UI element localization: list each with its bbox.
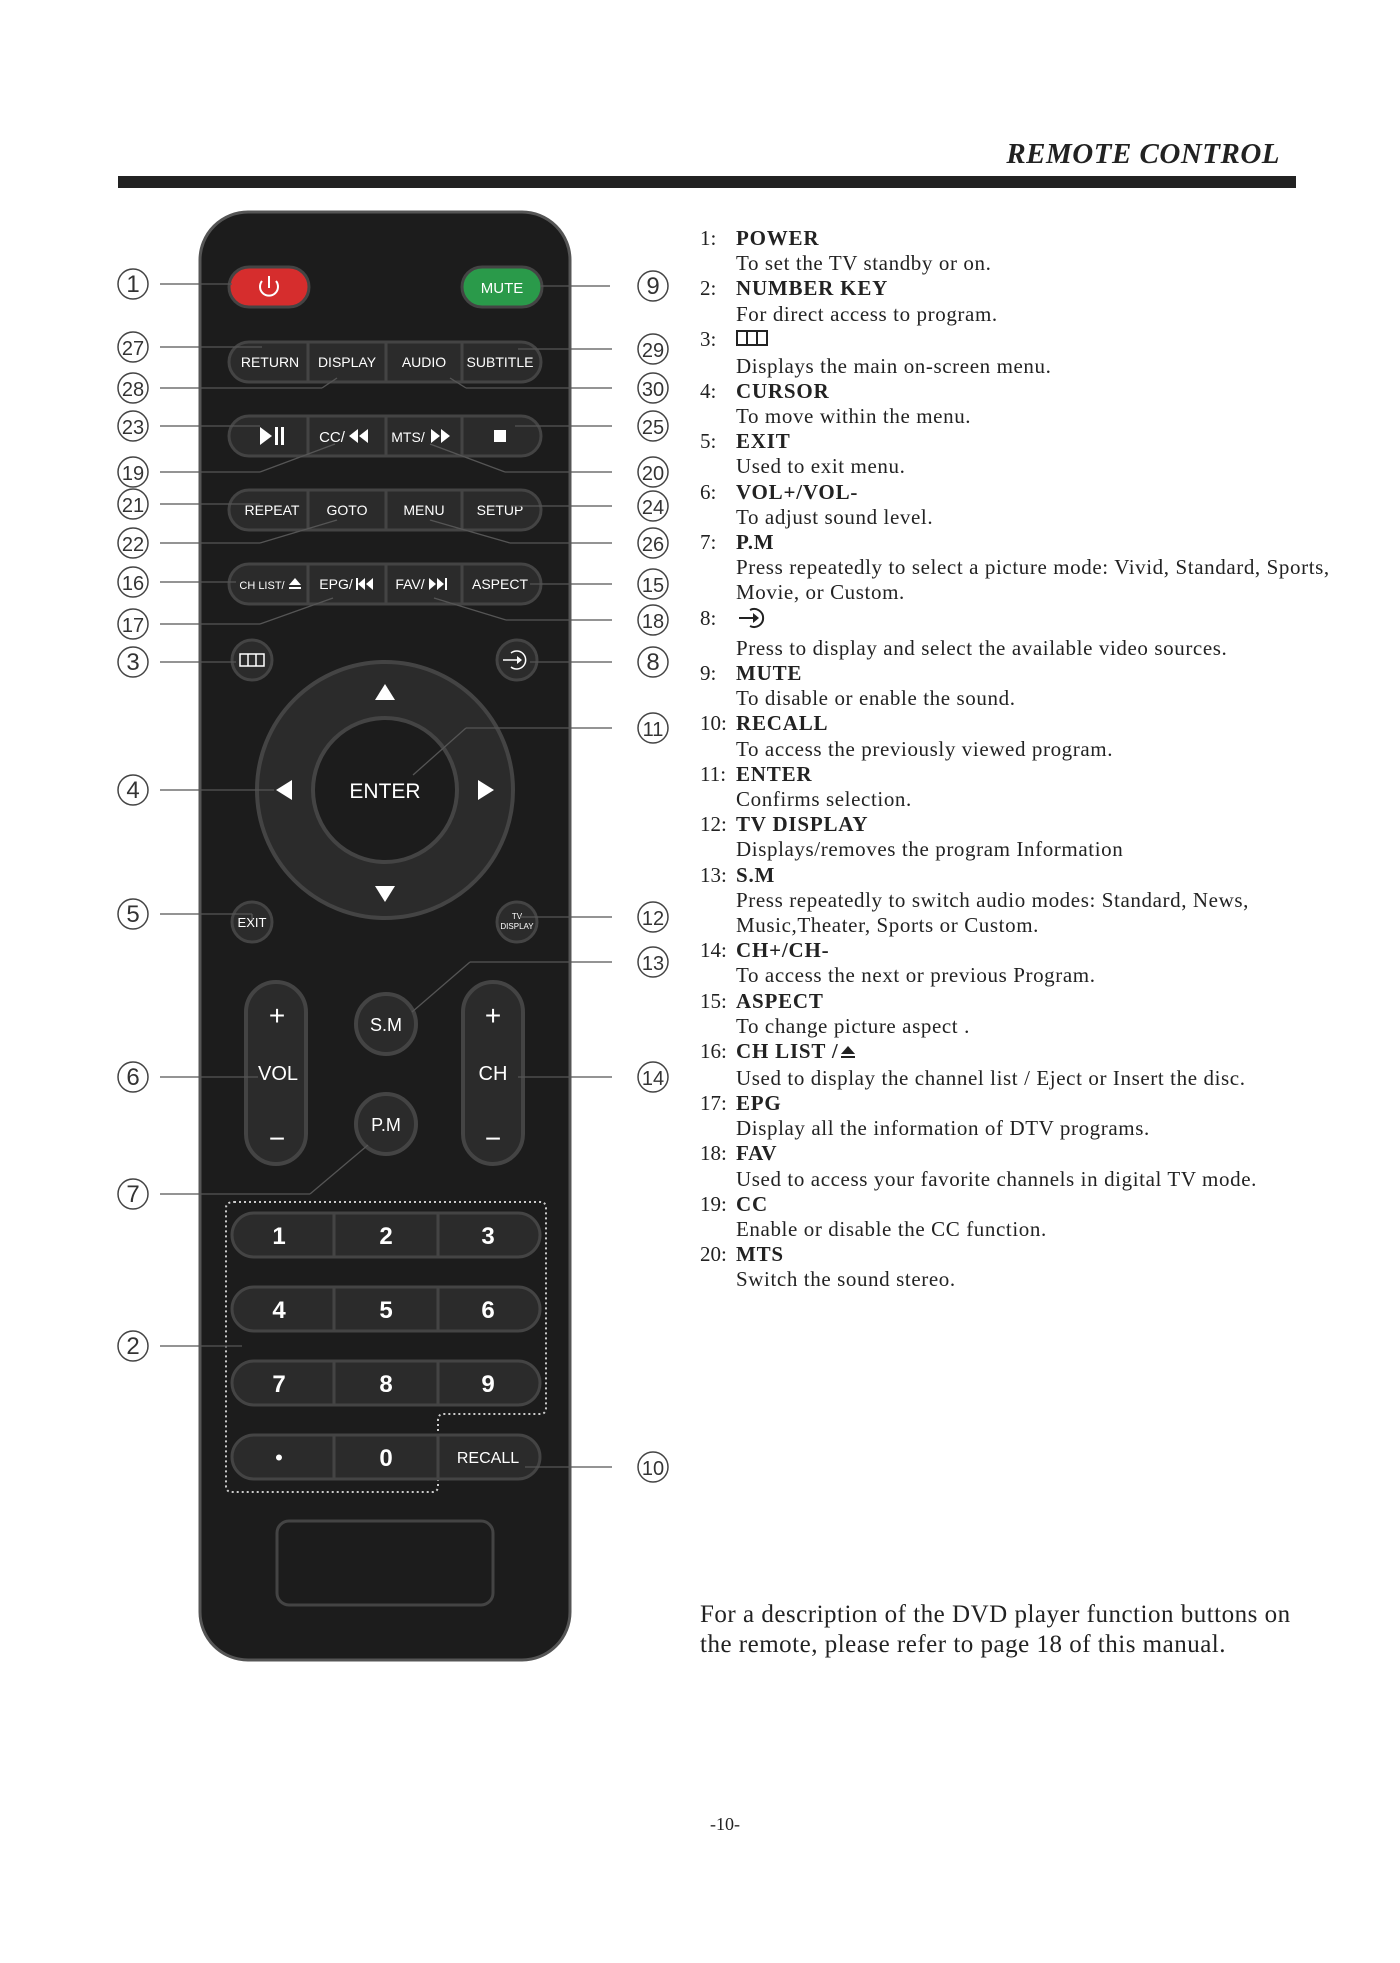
callout-10 xyxy=(638,1452,668,1482)
description-item xyxy=(700,863,1340,939)
callout-27 xyxy=(118,332,148,362)
mts-forward-button[interactable] xyxy=(391,429,450,445)
mts-label: MTS/ xyxy=(391,429,425,445)
description-key-name xyxy=(736,1141,1340,1166)
ch-minus[interactable]: − xyxy=(484,1123,502,1154)
callout-18 xyxy=(638,605,668,635)
cc-label: CC/ xyxy=(319,429,345,446)
callout-5 xyxy=(118,899,148,929)
callout-7 xyxy=(118,1179,148,1209)
description-key-label: VOL+/VOL- xyxy=(736,479,859,504)
description-text: Press to display and select the available video sources. xyxy=(736,635,1228,660)
description-key-label: RECALL xyxy=(736,711,829,736)
callout-11 xyxy=(638,713,668,743)
dot-button[interactable]: • xyxy=(275,1445,283,1470)
description-key-label: TV DISPLAY xyxy=(736,812,869,837)
description-key-name xyxy=(736,379,1340,404)
digit-1[interactable]: 1 xyxy=(272,1223,286,1250)
description-number: 20: xyxy=(700,1242,727,1267)
description-text: Displays/removes the program Information xyxy=(736,837,1124,862)
tv-label: TV xyxy=(511,912,523,921)
exit-label: EXIT xyxy=(237,915,267,930)
description-key-name xyxy=(736,812,1340,837)
description-key-name xyxy=(736,606,1340,636)
callout-20 xyxy=(638,457,668,487)
ch-label: CH xyxy=(478,1063,508,1085)
menu-button[interactable]: MENU xyxy=(403,502,445,518)
svg-text:18: 18 xyxy=(641,611,665,633)
button-descriptions xyxy=(700,226,1340,1293)
callout-16 xyxy=(118,567,148,597)
digit-2[interactable]: 2 xyxy=(379,1223,393,1250)
svg-text:14: 14 xyxy=(641,1068,665,1090)
description-key-label: MTS xyxy=(736,1242,784,1267)
callout-13 xyxy=(638,947,668,977)
svg-text:17: 17 xyxy=(121,615,145,637)
description-key-label: POWER xyxy=(736,226,820,250)
description-key-label: NUMBER KEY xyxy=(736,276,889,301)
description-text: Used to exit menu. xyxy=(736,454,906,479)
vol-minus[interactable]: − xyxy=(268,1123,286,1154)
power-button[interactable] xyxy=(229,267,309,307)
mute-label: MUTE xyxy=(480,280,524,297)
enter-button[interactable]: ENTER xyxy=(349,780,421,803)
description-item xyxy=(700,1141,1340,1191)
callout-8 xyxy=(638,647,668,677)
chlist-label: CH LIST/ xyxy=(239,580,285,592)
description-number: 2: xyxy=(700,276,717,301)
svg-text:2: 2 xyxy=(126,1333,140,1360)
description-key-name xyxy=(736,327,1340,354)
description-text: Confirms selection. xyxy=(736,787,912,812)
subtitle-button[interactable]: SUBTITLE xyxy=(466,354,534,370)
svg-text:26: 26 xyxy=(641,534,665,556)
description-number: 9: xyxy=(700,661,717,686)
svg-text:30: 30 xyxy=(641,379,665,401)
svg-text:16: 16 xyxy=(121,573,145,595)
description-number: 10: xyxy=(700,711,727,736)
vol-label: VOL xyxy=(257,1063,299,1085)
description-item xyxy=(700,812,1340,862)
svg-text:24: 24 xyxy=(641,497,665,519)
description-text: To change picture aspect . xyxy=(736,1013,970,1038)
callouts-left xyxy=(118,269,148,1361)
description-key-name xyxy=(736,226,1340,251)
callout-9 xyxy=(638,271,668,301)
description-number: 13: xyxy=(700,862,727,887)
description-key-name xyxy=(736,762,1340,787)
description-number: 19: xyxy=(700,1191,727,1216)
callout-1 xyxy=(118,269,148,299)
description-item xyxy=(700,429,1340,479)
description-text: Switch the sound stereo. xyxy=(736,1267,956,1292)
digit-9[interactable]: 9 xyxy=(481,1371,495,1398)
description-key-name xyxy=(736,1192,1340,1217)
description-text: Enable or disable the CC function. xyxy=(736,1217,1047,1242)
svg-text:3: 3 xyxy=(126,649,140,676)
skip-prev-icon xyxy=(356,578,358,590)
description-item xyxy=(700,327,1340,379)
description-text: To adjust sound level. xyxy=(736,504,934,529)
display-button[interactable]: DISPLAY xyxy=(317,354,377,370)
callout-23 xyxy=(118,411,148,441)
callout-22 xyxy=(118,528,148,558)
description-item xyxy=(700,1192,1340,1242)
description-item xyxy=(700,606,1340,661)
description-key-name xyxy=(736,480,1340,505)
description-number: 15: xyxy=(700,988,727,1013)
input-source-icon xyxy=(736,606,768,636)
svg-text:11: 11 xyxy=(642,719,664,741)
description-key-name xyxy=(736,276,1340,301)
svg-text:22: 22 xyxy=(121,534,145,556)
description-key-name xyxy=(736,429,1340,454)
svg-text:8: 8 xyxy=(646,649,660,676)
svg-text:23: 23 xyxy=(121,417,145,439)
svg-text:27: 27 xyxy=(121,338,145,360)
volume-rocker[interactable] xyxy=(246,982,306,1164)
description-text: Used to display the channel list / Eject or Insert the disc. xyxy=(736,1065,1246,1090)
menu-grid-icon xyxy=(736,328,770,353)
callouts-right xyxy=(638,271,668,1482)
mute-button[interactable] xyxy=(462,267,542,307)
description-key-name xyxy=(736,938,1340,963)
description-item xyxy=(700,989,1340,1039)
pm-label: P.M xyxy=(371,1115,401,1135)
svg-text:12: 12 xyxy=(641,908,665,930)
callout-4 xyxy=(118,775,148,805)
description-key-name xyxy=(736,661,1340,686)
epg-label: EPG/ xyxy=(319,576,353,592)
recall-button[interactable]: RECALL xyxy=(456,1450,520,1467)
description-key-label: CURSOR xyxy=(736,378,830,403)
svg-text:4: 4 xyxy=(126,777,140,804)
description-key-label: ASPECT xyxy=(736,988,824,1013)
description-key-label: P.M xyxy=(736,530,775,555)
description-text: Used to access your favorite channels in digital TV mode. xyxy=(736,1166,1257,1191)
audio-button[interactable]: AUDIO xyxy=(401,354,447,370)
sm-label: S.M xyxy=(369,1015,403,1035)
svg-text:13: 13 xyxy=(641,953,665,975)
tv-display-button[interactable] xyxy=(497,902,537,942)
eject-icon xyxy=(839,1041,857,1066)
description-number: 11: xyxy=(700,761,727,786)
description-item xyxy=(700,762,1340,812)
description-text: To move within the menu. xyxy=(736,404,972,428)
svg-text:1: 1 xyxy=(126,271,140,298)
goto-button[interactable]: GOTO xyxy=(326,502,368,518)
description-text: To access the next or previous Program. xyxy=(736,963,1096,988)
cursor-dpad[interactable] xyxy=(257,662,513,918)
page-header-title: REMOTE CONTROL xyxy=(1006,138,1280,170)
pm-button[interactable] xyxy=(356,1094,416,1154)
description-text: Displays the main on-screen menu. xyxy=(736,353,1052,378)
callout-21 xyxy=(118,489,148,519)
vol-plus[interactable]: + xyxy=(268,1000,286,1031)
description-key-name xyxy=(736,530,1340,555)
description-item xyxy=(700,530,1340,606)
description-item xyxy=(700,1091,1340,1141)
setup-button[interactable]: SETUP xyxy=(476,502,524,518)
callout-12 xyxy=(638,902,668,932)
description-text: To set the TV standby or on. xyxy=(736,251,992,276)
page-number: -10- xyxy=(710,1814,740,1834)
repeat-button[interactable]: REPEAT xyxy=(244,502,300,518)
svg-text:29: 29 xyxy=(641,340,665,362)
description-key-label: CH LIST / xyxy=(736,1039,839,1064)
description-item xyxy=(700,276,1340,326)
svg-text:7: 7 xyxy=(126,1181,140,1208)
description-number: 16: xyxy=(700,1039,727,1064)
return-button[interactable]: RETURN xyxy=(240,354,300,370)
callout-6 xyxy=(118,1062,148,1092)
svg-text:5: 5 xyxy=(126,901,140,928)
description-number: 1: xyxy=(700,226,717,250)
epg-prev-button[interactable] xyxy=(319,576,373,592)
description-text: For direct access to program. xyxy=(736,301,998,326)
description-item xyxy=(700,938,1340,988)
sm-button[interactable] xyxy=(356,994,416,1054)
svg-text:20: 20 xyxy=(641,463,665,485)
channel-rocker[interactable] xyxy=(463,982,523,1164)
input-source-button[interactable] xyxy=(497,640,537,680)
description-number: 8: xyxy=(700,605,717,630)
fav-label: FAV/ xyxy=(395,576,425,592)
callout-14 xyxy=(638,1062,668,1092)
description-number: 3: xyxy=(700,326,717,351)
svg-text:15: 15 xyxy=(641,575,665,597)
description-key-name xyxy=(736,711,1340,736)
description-key-name xyxy=(736,1039,1340,1066)
svg-text:28: 28 xyxy=(121,379,145,401)
description-item xyxy=(700,1242,1340,1292)
description-number: 14: xyxy=(700,938,727,963)
svg-text:6: 6 xyxy=(126,1064,140,1091)
callout-30 xyxy=(638,373,668,403)
description-key-name xyxy=(736,989,1340,1014)
aspect-button[interactable]: ASPECT xyxy=(471,576,529,592)
description-key-label: EXIT xyxy=(736,429,791,454)
description-key-name xyxy=(736,863,1340,888)
digit-6[interactable]: 6 xyxy=(481,1297,495,1324)
description-item xyxy=(700,1039,1340,1091)
callout-15 xyxy=(638,569,668,599)
svg-text:10: 10 xyxy=(641,1458,665,1480)
description-item xyxy=(700,711,1340,761)
menu-grid-button[interactable] xyxy=(232,640,272,680)
description-key-name xyxy=(736,1242,1340,1267)
tv-display-label: DISPLAY xyxy=(500,922,534,931)
description-key-label: CC xyxy=(736,1191,768,1216)
description-text: To access the previously viewed program. xyxy=(736,736,1114,761)
digit-0[interactable]: 0 xyxy=(379,1445,393,1472)
description-item xyxy=(700,379,1340,429)
description-item xyxy=(700,661,1340,711)
digit-3[interactable]: 3 xyxy=(481,1223,495,1250)
digit-5[interactable]: 5 xyxy=(379,1297,393,1324)
description-item xyxy=(700,226,1340,276)
description-key-label: FAV xyxy=(736,1141,778,1166)
callout-26 xyxy=(638,528,668,558)
digit-7[interactable]: 7 xyxy=(272,1371,286,1398)
description-number: 6: xyxy=(700,479,717,504)
description-key-label: CH+/CH- xyxy=(736,938,830,963)
description-key-label: MUTE xyxy=(736,661,803,686)
callout-24 xyxy=(638,491,668,521)
description-number: 12: xyxy=(700,812,727,837)
exit-button[interactable] xyxy=(232,902,272,942)
description-text: To disable or enable the sound. xyxy=(736,686,1016,711)
svg-text:9: 9 xyxy=(646,273,660,300)
svg-text:25: 25 xyxy=(641,417,665,439)
description-number: 17: xyxy=(700,1091,727,1116)
description-number: 4: xyxy=(700,378,717,403)
callout-3 xyxy=(118,647,148,677)
ch-plus[interactable]: + xyxy=(484,1000,502,1031)
description-item xyxy=(700,480,1340,530)
description-key-label: EPG xyxy=(736,1091,782,1116)
description-text: Display all the information of DTV programs. xyxy=(736,1116,1150,1141)
callout-2 xyxy=(118,1331,148,1361)
callout-19 xyxy=(118,457,148,487)
description-key-label: ENTER xyxy=(736,761,813,786)
callout-28 xyxy=(118,373,148,403)
digit-8[interactable]: 8 xyxy=(379,1371,393,1398)
callout-17 xyxy=(118,609,148,639)
callout-29 xyxy=(638,334,668,364)
dvd-reference-note: For a description of the DVD player function buttons on the remote, please refer to page 18 of this manual. xyxy=(700,1601,1291,1658)
description-text: Press repeatedly to select a picture mode: Vivid, Standard, Sports, Movie, or Custom. xyxy=(736,555,1330,605)
description-text: Press repeatedly to switch audio modes: Standard, News, Music,Theater, Sports or Custom. xyxy=(736,887,1249,938)
stop-icon[interactable] xyxy=(494,430,506,442)
svg-text:21: 21 xyxy=(121,495,145,517)
svg-text:19: 19 xyxy=(121,463,145,485)
description-key-label: S.M xyxy=(736,862,776,887)
description-number: 18: xyxy=(700,1141,727,1166)
digit-4[interactable]: 4 xyxy=(272,1297,286,1324)
callout-25 xyxy=(638,411,668,441)
description-key-name xyxy=(736,1091,1340,1116)
description-number: 7: xyxy=(700,530,717,555)
description-number: 5: xyxy=(700,429,717,454)
